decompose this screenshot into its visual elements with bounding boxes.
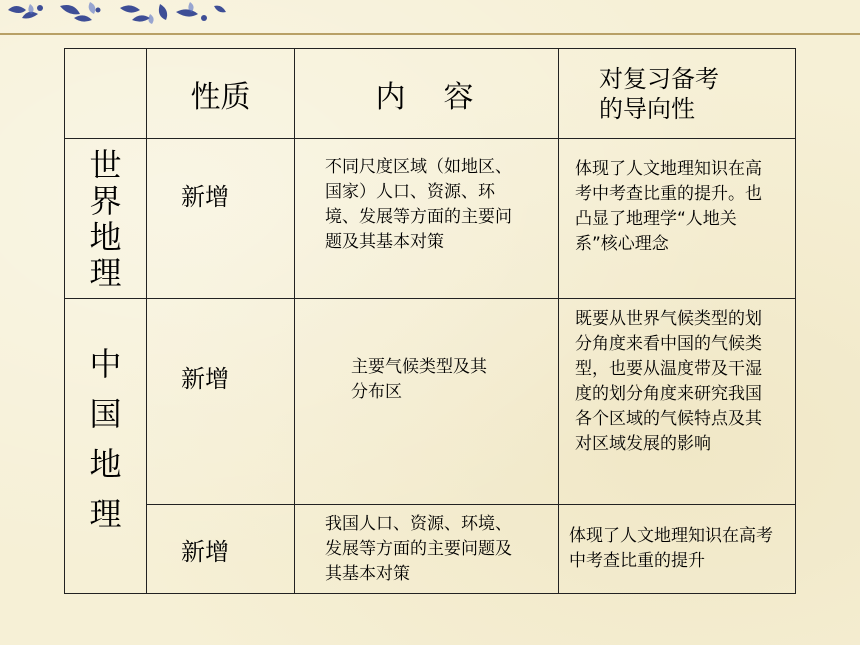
header-divider — [0, 33, 860, 35]
guidance-cell: 体现了人文地理知识在高考中考查比重的提升 — [559, 505, 796, 594]
region-char: 地 — [89, 445, 122, 483]
region-char: 地 — [89, 217, 122, 256]
table-row — [65, 505, 796, 594]
region-char: 国 — [89, 395, 122, 433]
table-row — [65, 139, 796, 299]
header-guidance-line2: 的导向性 — [599, 94, 695, 123]
content-cell: 不同尺度区域（如地区、国家）人口、资源、环境、发展等方面的主要问题及其基本对策 — [295, 139, 559, 299]
guidance-cell: 体现了人文地理知识在高考中考查比重的提升。也凸显了地理学“人地关系”核心理念 — [559, 139, 796, 299]
nature-cell: 新增 — [147, 299, 295, 505]
table-row — [65, 299, 796, 505]
nature-cell: 新增 — [147, 139, 295, 299]
curriculum-table — [64, 48, 796, 594]
table-header-row — [65, 49, 796, 139]
content-cell: 主要气候类型及其分布区 — [295, 299, 559, 505]
header-guidance — [559, 49, 796, 139]
region-world-geography — [65, 139, 147, 299]
region-char: 理 — [89, 495, 122, 533]
header-guidance-line1: 对复习备考 — [599, 64, 719, 93]
region-char: 界 — [89, 181, 122, 220]
guidance-cell: 既要从世界气候类型的划分角度来看中国的气候类型，也要从温度带及干湿度的划分角度来研究我国各个区域的气候特点及其对区域发展的影响 — [559, 299, 796, 505]
region-char: 世 — [89, 145, 122, 184]
content-cell: 我国人口、资源、环境、发展等方面的主要问题及其基本对策 — [295, 505, 559, 594]
decorative-header-band — [0, 0, 860, 34]
region-china-geography — [65, 299, 147, 594]
header-empty-cell — [65, 49, 147, 139]
header-content: 内 容 — [295, 49, 559, 139]
header-nature: 性质 — [147, 49, 295, 139]
nature-cell: 新增 — [147, 505, 295, 594]
region-char: 理 — [89, 253, 122, 292]
region-char: 中 — [89, 345, 122, 383]
floral-pattern-icon — [0, 0, 860, 34]
